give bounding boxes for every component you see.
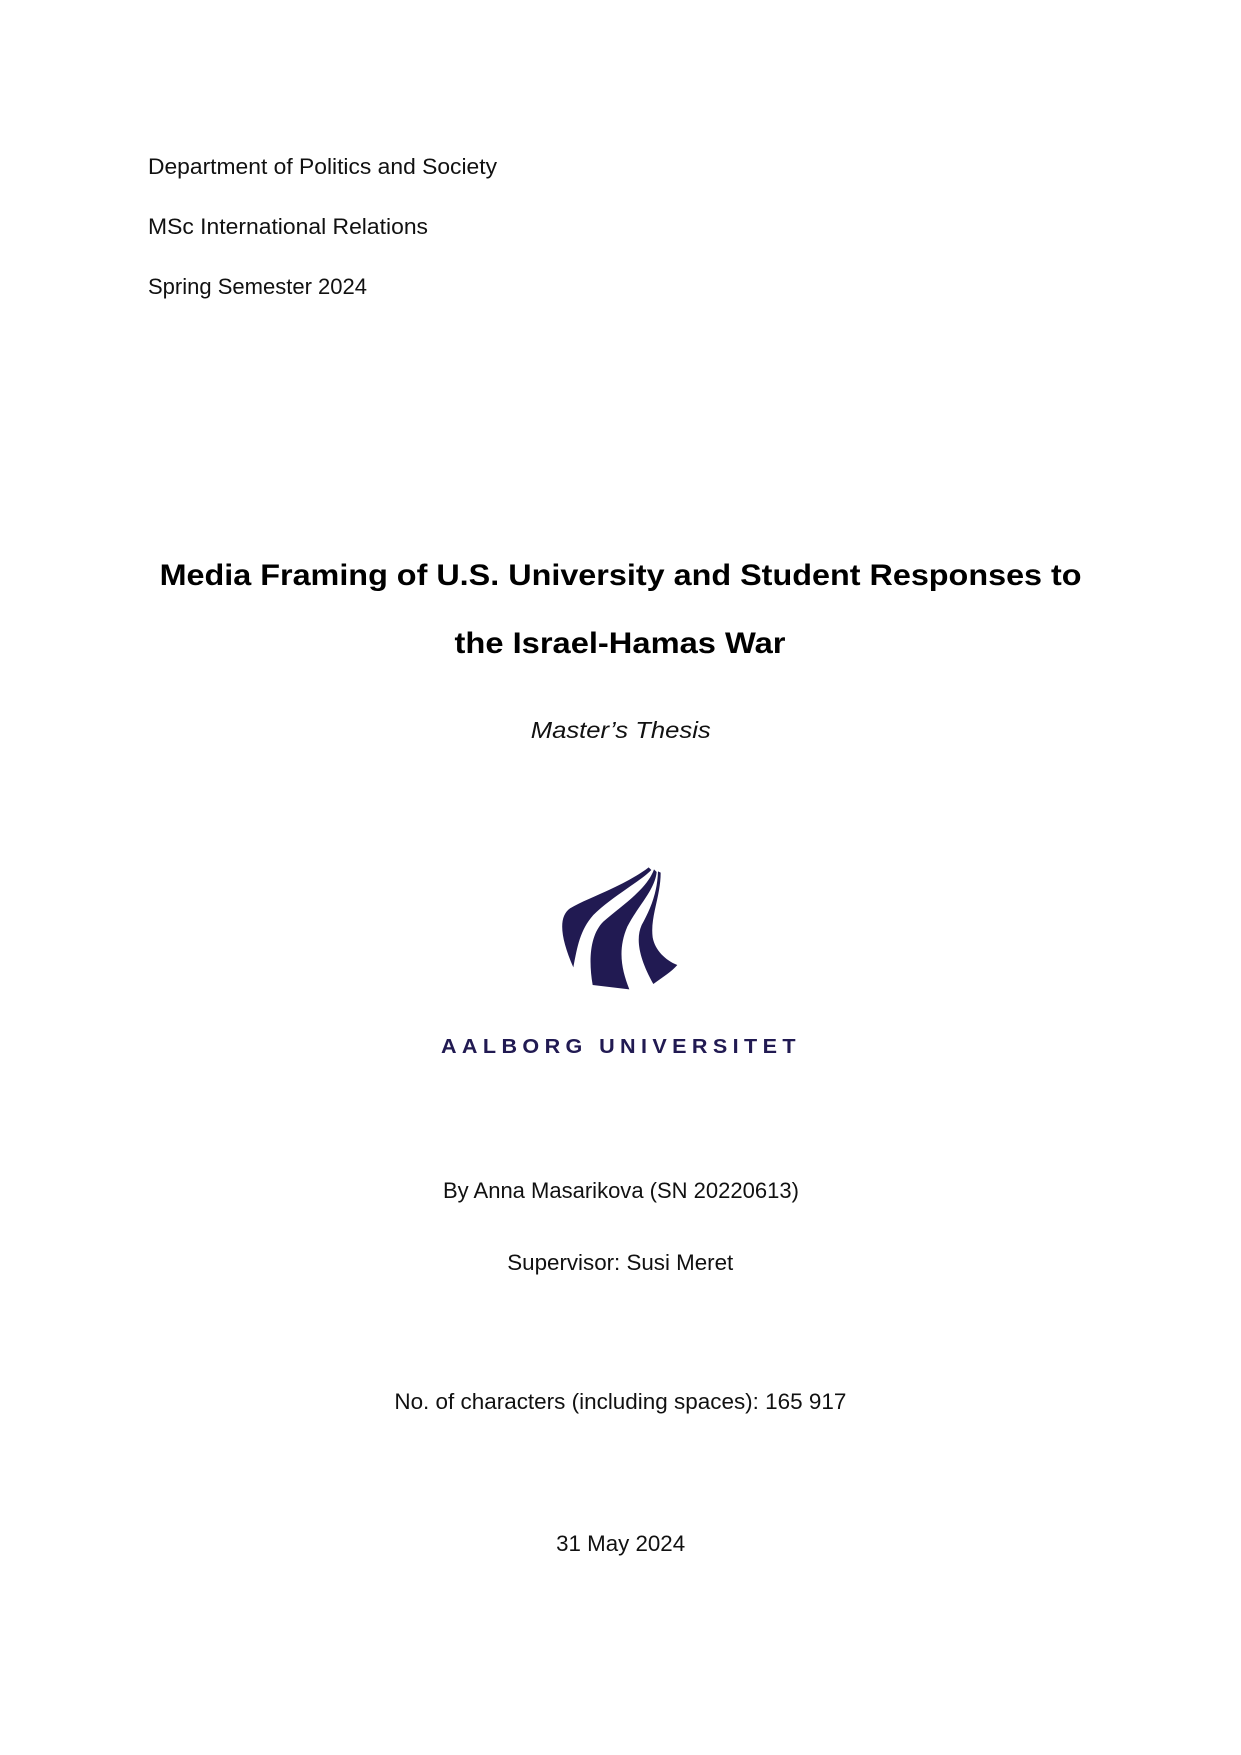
title-line-1 xyxy=(0,561,1241,591)
supervisor-line xyxy=(0,1252,1241,1274)
supervisor-text: Supervisor: Susi Meret xyxy=(507,1250,734,1275)
author-byline: By Anna Masarikova (SN 20220613) xyxy=(442,1178,799,1203)
character-count: No. of characters (including spaces): 165 917 xyxy=(394,1389,847,1414)
programme-text: MSc International Relations xyxy=(148,214,428,239)
semester-line xyxy=(148,276,367,298)
logo-wordmark-line xyxy=(0,1037,1241,1057)
programme-line xyxy=(148,214,428,239)
page-title-continued: the Israel-Hamas War xyxy=(454,627,786,660)
subtitle-line xyxy=(0,719,1241,742)
department-text: Department of Politics and Society xyxy=(148,154,497,179)
date-line xyxy=(0,1533,1241,1555)
submission-date: 31 May 2024 xyxy=(555,1531,685,1556)
semester-text: Spring Semester 2024 xyxy=(148,274,367,299)
logo-wordmark: AALBORG UNIVERSITET xyxy=(440,1036,801,1058)
department-line xyxy=(148,154,497,179)
page-title: Media Framing of U.S. University and Student Responses to xyxy=(159,559,1082,592)
character-count-line xyxy=(0,1391,1241,1413)
document-type: Master’s Thesis xyxy=(530,717,711,743)
byline-line xyxy=(0,1180,1241,1202)
title-line-2 xyxy=(0,629,1241,659)
aalborg-university-logo-icon xyxy=(540,850,700,1010)
